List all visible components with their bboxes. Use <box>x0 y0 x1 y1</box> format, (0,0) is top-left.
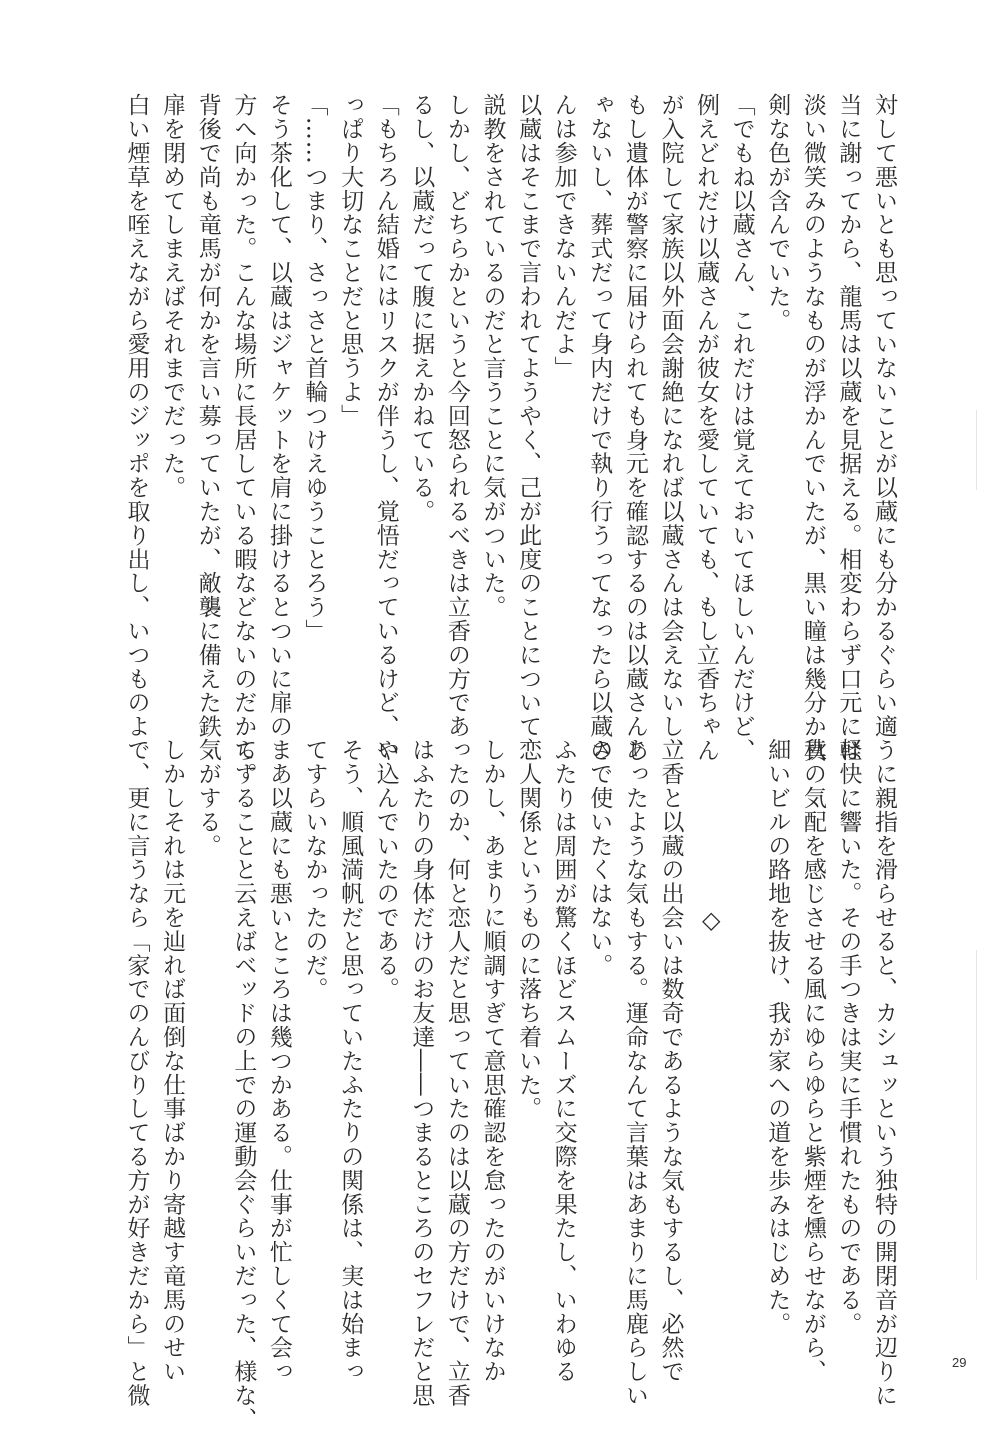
text-line: 軽快に響いた。その手つきは実に手慣れたものである。 <box>835 738 862 1336</box>
margin-scan-mark <box>976 950 977 1280</box>
text-line: しかし、どちらかというと今回怒られるべきは立香の方であ <box>443 93 470 739</box>
text-line: が入院して家族以外面会謝絶になれば以蔵さんは会えないし、 <box>657 93 684 763</box>
blank-line <box>723 738 759 1328</box>
text-line: 恋人関係というものに落ち着いた。 <box>515 738 542 1121</box>
text-line: ゃないし、葬式だって身内だけで執り行うってなったら以蔵さ <box>586 93 613 763</box>
text-line: てすらいなかったのだ。 <box>301 738 328 1001</box>
text-line: 秋の気配を感じさせる風にゆらゆらと紫煙を燻らせながら、 <box>799 738 826 1384</box>
text-line: 扉を閉めてしまえばそれまでだった。 <box>159 93 186 500</box>
text-line: い込んでいたのである。 <box>372 738 399 1001</box>
upper-text-block <box>123 93 901 787</box>
text-line: はふたりの身体だけのお友達――つまるところのセフレだと思 <box>408 738 435 1408</box>
text-line: 「もちろん結婚にはリスクが伴うし、覚悟だっているけど、や <box>372 93 399 763</box>
text-line: 対して悪いとも思っていないことが以蔵にも分かるぐらい適 <box>871 93 897 739</box>
text-line: 例えどれだけ以蔵さんが彼女を愛していても、もし立香ちゃん <box>693 93 720 763</box>
text-line: しかしそれは元を辿れば面倒な仕事ばかり寄越す竜馬のせい <box>159 738 186 1384</box>
margin-scan-mark <box>976 410 977 490</box>
text-line: 以蔵はそこまで言われてようやく、己が此度のことについて <box>515 93 542 739</box>
text-line: るし、以蔵だって腹に据えかねている。 <box>408 93 435 524</box>
text-line: ったのか、何と恋人だと思っていたのは以蔵の方だけで、立香 <box>443 738 470 1408</box>
text-line: 「でもね以蔵さん、これだけは覚えておいてほしいんだけど、 <box>728 93 755 763</box>
text-line: 説教をされているのだと言うことに気がついた。 <box>479 93 506 619</box>
text-line: てすることと云えばベッドの上での運動会ぐらいだった、様な、 <box>230 738 257 1431</box>
text-line: まあ以蔵にも悪いところは幾つかある。仕事が忙しくて会っ <box>265 738 292 1384</box>
text-line: もし遺体が警察に届けられても身元を確認するのは以蔵さんじ <box>621 93 648 763</box>
text-line: あったような気もする。運命なんて言葉はあまりに馬鹿らしい <box>621 738 648 1408</box>
text-line: 立香と以蔵の出会いは数奇であるような気もするし、必然で <box>657 738 684 1384</box>
text-line: そう、順風満帆だと思っていたふたりの関係は、実は始まっ <box>337 738 364 1384</box>
text-line: 背後で尚も竜馬が何かを言い募っていたが、敵襲に備えた鉄 <box>194 93 221 739</box>
text-line: 剣な色が含んでいた。 <box>764 93 791 332</box>
text-line: ふたりは周囲が驚くほどスムーズに交際を果たし、いわゆる <box>550 738 577 1384</box>
text-line: うに親指を滑らせると、カシュッという独特の開閉音が辺りに <box>871 738 897 1408</box>
text-line: で、更に言うなら「家でのんびりしてる方が好きだから」と微 <box>123 738 150 1408</box>
text-line: そう茶化して、以蔵はジャケットを肩に掛けるとついに扉の <box>265 93 292 739</box>
text-line: ので使いたくはない。 <box>586 738 613 977</box>
lower-text-block <box>123 738 901 1431</box>
text-line: 淡い微笑みのようなものが浮かんでいたが、黒い瞳は幾分か真 <box>799 93 826 763</box>
text-line: んは参加できないんだよ」 <box>550 93 577 380</box>
text-line: 白い煙草を咥えながら愛用のジッポを取り出し、いつものよ <box>123 93 150 739</box>
text-line: っぱり大切なことだと思うよ」 <box>337 93 364 428</box>
blank-line <box>687 738 723 1328</box>
text-line: 当に謝ってから、龍馬は以蔵を見据える。相変わらず口元には <box>835 93 862 763</box>
text-line: 細いビルの路地を抜け、我が家への道を歩みはじめた。 <box>764 738 791 1336</box>
scene-divider-symbol: ◇ <box>702 906 721 934</box>
text-line: 方へ向かった。こんな場所に長居している暇などないのだから。 <box>230 93 257 787</box>
text-line: 気がする。 <box>194 738 221 858</box>
text-line: 「……つまり、さっさと首輪つけえゆうことろう」 <box>301 93 328 643</box>
page-number: 29 <box>952 1355 967 1370</box>
text-line: しかし、あまりに順調すぎて意思確認を怠ったのがいけなか <box>479 738 506 1384</box>
